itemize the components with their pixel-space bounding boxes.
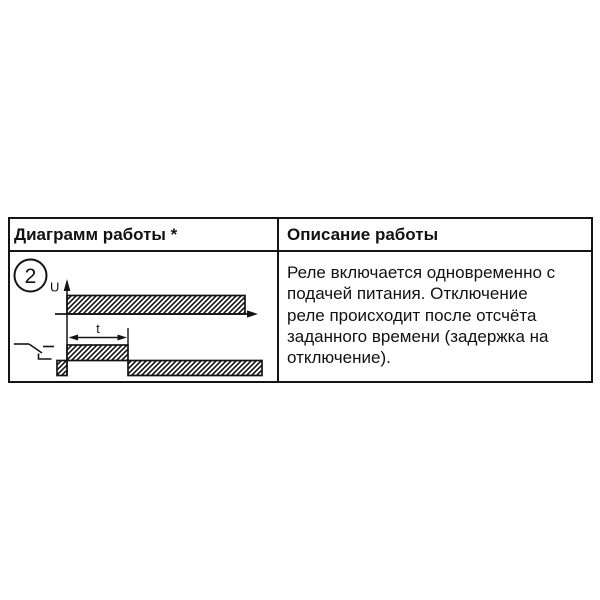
description-line: Реле включается одновременно с: [287, 263, 556, 282]
description-line: реле происходит после отсчёта: [287, 305, 537, 325]
description-line: заданного времени (задержка на: [287, 326, 549, 346]
relay-pre-off-block: [57, 361, 67, 376]
voltage-axis-label: U: [50, 279, 60, 295]
description-line: подачей питания. Отключение: [287, 284, 528, 304]
description-column-header: [277, 219, 591, 252]
power-on-bar: [67, 296, 245, 315]
mode-number-label: 2: [24, 265, 37, 288]
diagram-column-header: [10, 219, 277, 252]
relay-contact-icon: [14, 344, 54, 359]
time-interval-dimension: [69, 322, 129, 346]
relay-timing-diagram: [10, 252, 277, 381]
relay-off-bar: [128, 361, 262, 376]
up-arrow-icon: [64, 279, 71, 291]
timing-diagram-cell: [10, 252, 277, 381]
operation-modes-table: [8, 217, 593, 383]
description-line: отключение).: [287, 348, 391, 368]
right-arrow-icon: [118, 335, 128, 341]
relay-on-bar: [67, 345, 128, 361]
diagram-column-header-label: Диаграмм работы *: [14, 224, 178, 244]
description-cell: [277, 252, 591, 381]
right-arrow-icon: [247, 310, 258, 317]
description-column-header-label: Описание работы: [287, 224, 439, 244]
time-interval-label: t: [96, 322, 100, 336]
left-arrow-icon: [69, 335, 79, 341]
